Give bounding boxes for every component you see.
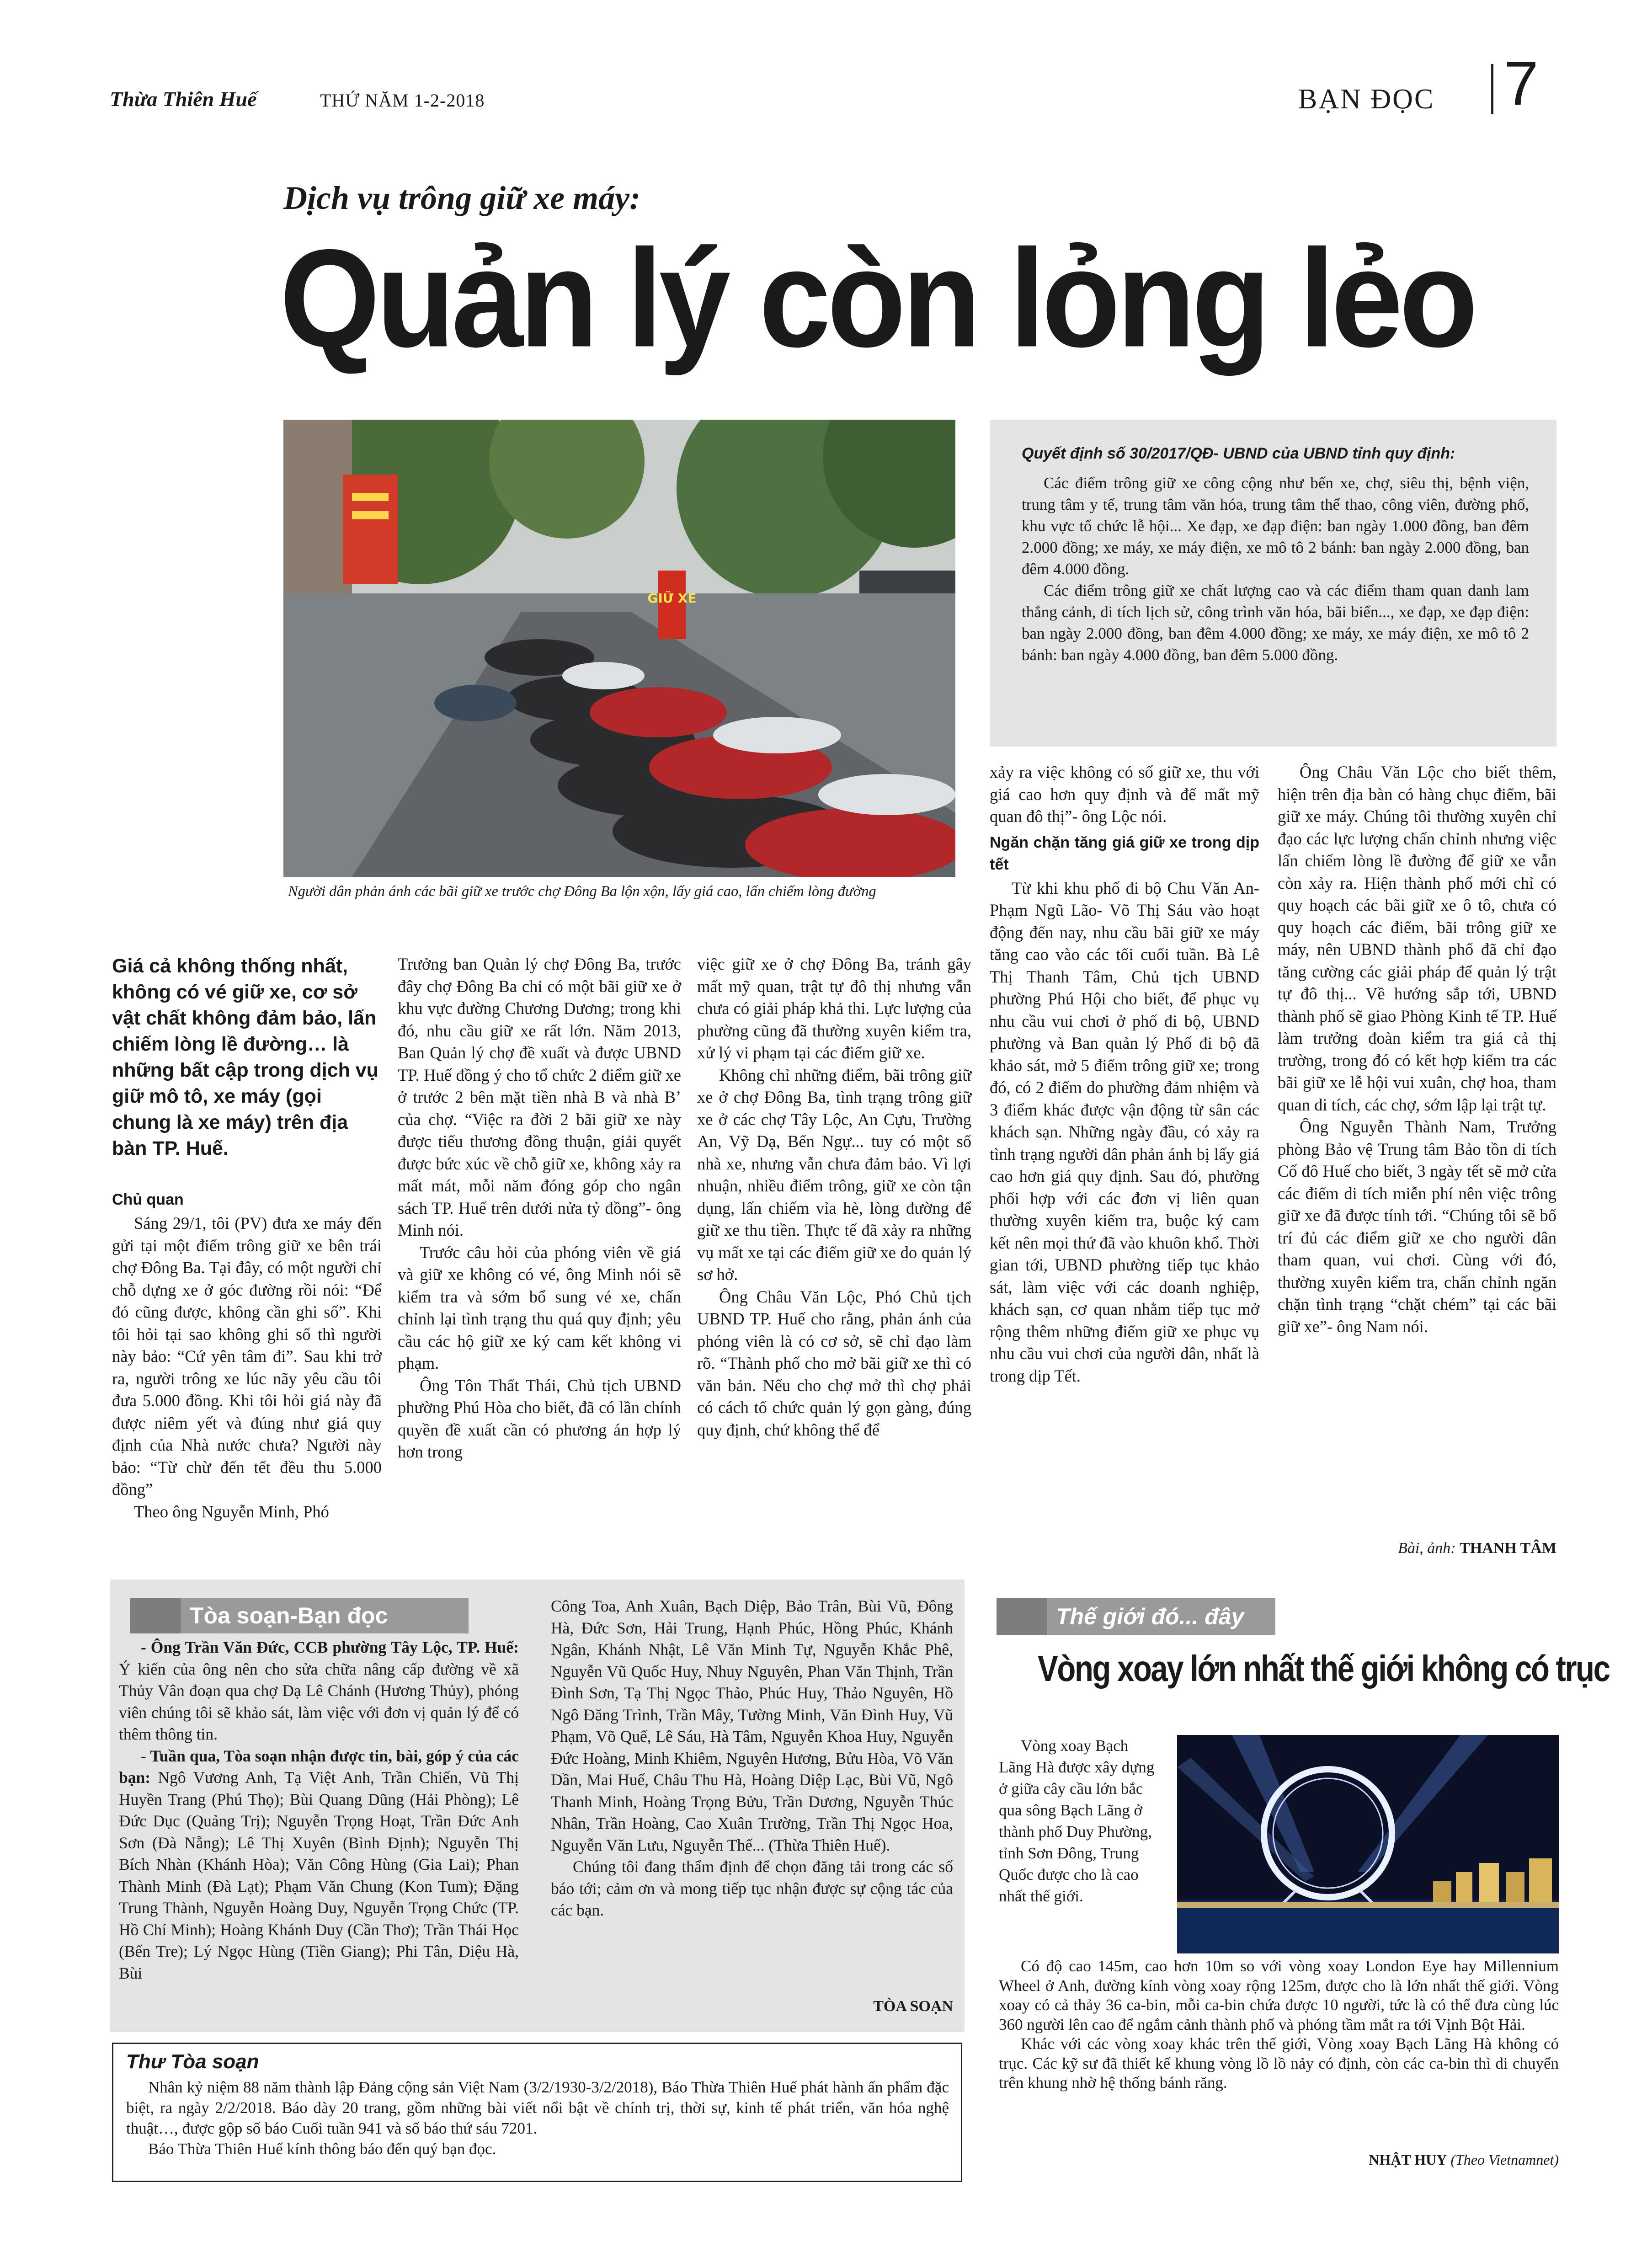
- tag-accent: [997, 1598, 1047, 1635]
- world-tag-label: Thế giới đó... đây: [1056, 1604, 1244, 1629]
- article-column-2: [398, 953, 681, 1463]
- world-column-bottom: [999, 1957, 1559, 2093]
- article-paragraph: xảy ra việc không có số giữ xe, thu với giá cao hơn quy định và để mất mỹ quan đô thị”- ông Lộc nói.: [990, 763, 1259, 826]
- regulation-paragraph: Các điểm trông giữ xe chất lượng cao và các điểm tham quan danh lam thắng cảnh, di tích lịch sử, công trình văn hóa, bãi biển..., xe đạp, xe đạp điện: ban ngày 2.000 đồng, ban đêm 4.000 đồng; xe máy, xe máy điện, xe mô tô 2 bánh: ban ngày 4.000 đồng, ban đêm 5.000 đồng.: [1022, 582, 1529, 664]
- article-headline: Quản lý còn lỏng lẻo: [280, 220, 1475, 376]
- masthead-paper-name: Thừa Thiên Huế: [110, 87, 257, 111]
- toasoan-tag-label: Tòa soạn-Bạn đọc: [190, 1603, 388, 1628]
- masthead-divider: [1491, 64, 1493, 114]
- byline-label: Bài, ảnh:: [1398, 1540, 1456, 1557]
- article-kicker: Dịch vụ trông giữ xe máy:: [283, 180, 641, 216]
- article-paragraph: Ông Châu Văn Lộc, Phó Chủ tịch UBND TP. Huế cho rằng, phản ánh của phóng viên là có cơ sở, sẽ chỉ đạo làm rõ. “Thành phố cho mở bãi giữ xe thì có văn bản. Nếu cho chợ mở thì chợ phải có cách tổ chức quản lý gọn gàng, đúng quy định, chứ không thể để: [697, 1287, 971, 1439]
- world-paragraph: Vòng xoay Bạch Lãng Hà được xây dựng ở giữa cây cầu lớn bắc qua sông Bạch Lãng ở thành phố Duy Phường, tỉnh Sơn Đông, Trung Quốc được cho là cao nhất thế giới.: [999, 1737, 1155, 1905]
- regulation-paragraph: Các điểm trông giữ xe công cộng như bến xe, chợ, siêu thị, bệnh viện, trung tâm y tế, trung tâm văn hóa, trung tâm thể thao, công viên, đường phố, khu vực tổ chức lễ hội... Xe đạp, xe đạp điện: ban ngày 1.000 đồng, ban đêm 2.000 đồng; xe máy, xe máy điện, xe mô tô 2 bánh: ban ngày 2.000 đồng, ban đêm 4.000 đồng.: [1022, 474, 1529, 578]
- world-headline: Vòng xoay lớn nhất thế giới không có trục: [1038, 1648, 1610, 1689]
- article-column-3: [697, 953, 971, 1441]
- world-column-top: [999, 1735, 1163, 1907]
- article-lead: Giá cả không thống nhất, không có vé giữ xe, cơ sở vật chất không đảm bảo, lấn chiếm lòng lề đường… là những bất cập trong dịch vụ giữ mô tô, xe máy (gọi chung là xe máy) trên địa bàn TP. Huế.: [112, 955, 378, 1159]
- toasoan-tag: [130, 1598, 469, 1633]
- regulation-box-title: Quyết định số 30/2017/QĐ- UBND của UBND tỉnh quy định:: [1022, 445, 1455, 462]
- subheading-chu-quan: Chủ quan: [112, 1191, 184, 1208]
- letter-body: [126, 2077, 949, 2159]
- article-paragraph: việc giữ xe ở chợ Đông Ba, tránh gây mất mỹ quan, trật tự đô thị nhưng vẫn chưa có giải pháp khả thi. Lực lượng của phường cũng đã thường xuyên kiểm tra, xử lý vi phạm tại các điểm giữ xe.: [697, 955, 971, 1062]
- article-paragraph: Theo ông Nguyễn Minh, Phó: [134, 1502, 329, 1521]
- ferris-wheel-photo: [1177, 1735, 1559, 1953]
- page-number: 7: [1504, 48, 1539, 118]
- letter-title: Thư Tòa soạn: [126, 2050, 259, 2073]
- byline-name: THANH TÂM: [1460, 1540, 1556, 1557]
- world-sign-source: (Theo Vietnamnet): [1450, 2151, 1559, 2168]
- article-paragraph: Trước câu hỏi của phóng viên về giá và giữ xe không có vé, ông Minh nói sẽ kiểm tra và sớm bổ sung vé xe, chấn chỉnh lại tình trạng thu quá quy định; yêu cầu các hộ giữ xe ký cam kết không vi phạm.: [398, 1243, 681, 1372]
- article-byline: [1353, 1540, 1556, 1557]
- subheading-ngan-chan: Ngăn chặn tăng giá giữ xe trong dịp tết: [990, 833, 1259, 873]
- regulation-box-body: [1022, 472, 1529, 666]
- masthead-date: THỨ NĂM 1-2-2018: [320, 90, 485, 111]
- world-paragraph: Có độ cao 145m, cao hơn 10m so với vòng xoay London Eye hay Millennium Wheel ở Anh, đường kính vòng xoay rộng 125m, được cho là lớn nhất thế giới. Vòng xoay có cả thảy 36 ca-bin, mỗi ca-bin chứa được 10 người, tức là có thể đưa cùng lúc 360 người lên cao để ngắm cảnh thành phố và phóng tầm mắt ra tới Vịnh Bột Hải.: [999, 1957, 1559, 2033]
- world-sign: [1234, 2151, 1559, 2168]
- toasoan-reader-name: - Ông Trần Văn Đức, CCB phường Tây Lộc, TP. Huế:: [141, 1638, 519, 1656]
- letter-box: [112, 2043, 962, 2182]
- article-paragraph: Từ khi khu phố đi bộ Chu Văn An- Phạm Ngũ Lão- Võ Thị Sáu vào hoạt động đến nay, nhu cầu bãi giữ xe máy tăng cao vào các tối cuối tuần. Bà Lê Thị Thanh Tâm, Chủ tịch UBND phường Phú Hội cho biết, để phục vụ nhu cầu vui chơi ở phố đi bộ, UBND phường và Ban quản lý Phố đi bộ đã khảo sát, mở 5 điểm trông giữ xe; trong đó, có 2 điểm do phường đảm nhiệm và 3 điểm khác được vận động từ sân các khách sạn. Những ngày đầu, có xảy ra tình trạng người dân phản ánh bị lấy giá cao hơn giá quy định. Sau đó, phường phối hợp với các đơn vị liên quan thường xuyên kiểm tra, buộc ký cam kết nên mọi thứ đã vào khuôn khổ. Thời gian tới, UBND phường tiếp tục khảo sát, làm việc với các doanh nghiệp, khách sạn, cơ quan nhằm tiếp tục mở rộng thêm những điểm giữ xe phục vụ nhu cầu vui chơi của người dân, nhất là trong dịp Tết.: [990, 878, 1259, 1385]
- article-paragraph: Ông Nguyễn Thành Nam, Trưởng phòng Bảo vệ Trung tâm Bảo tồn di tích Cố đô Huế cho biết, 3 ngày tết sẽ mở cửa các điểm di tích miễn phí nên việc trông giữ xe đã được tính tới. “Chúng tôi sẽ bố trí đủ các điểm giữ xe cho người dân tham quan, vui chơi. Cùng với đó, thường xuyên kiểm tra, chấn chỉnh ngăn chặn tình trạng “chặt chém” tại các bãi giữ xe”- ông Nam nói.: [1278, 1117, 1556, 1336]
- toasoan-box: [110, 1580, 965, 2032]
- toasoan-reply: Ý kiến của ông nên cho sửa chữa nâng cấp đường về xã Thủy Vân đoạn qua chợ Dạ Lê Chánh (Hương Thủy), phóng viên chúng tôi sẽ khảo sát, làm việc với đơn vị quản lý để có thêm thông tin.: [119, 1660, 519, 1743]
- toasoan-contrib-list-cont: Công Toa, Anh Xuân, Bạch Diệp, Bảo Trân, Bùi Vũ, Đông Hà, Đức Sơn, Hải Trung, Hạnh Phúc, Hồng Phúc, Khánh Ngân, Khánh Nhật, Lê Văn Minh Tự, Nguyễn Khắc Phê, Nguyễn Vũ Quốc Huy, Nhuy Nguyên, Phan Văn Thịnh, Trần Đình Sơn, Tạ Thị Ngọc Thảo, Phúc Huy, Thảo Nguyên, Hồ Ngô Đăng Trình, Trần Mây, Tường Minh, Văn Đình Huy, Vũ Phạm, Võ Quế, Lê Sáu, Hà Tâm, Nguyễn Khoa Huy, Nguyễn Đức Hoàng, Minh Khiêm, Nguyên Hương, Bửu Hòa, Võ Văn Dần, Mai Huế, Châu Thu Hà, Hoàng Diệp Lạc, Bùi Vũ, Ngô Thanh Minh, Hoàng Trọng Bửu, Trần Dương, Nguyễn Thúc Nhân, Trần Hoàng, Cao Xuân Trường, Trần Thị Ngọc Hoa, Nguyễn Văn Lưu, Nguyễn Thế... (Thừa Thiên Huế).: [551, 1597, 953, 1854]
- article-column-4: [990, 761, 1259, 1387]
- world-sign-name: NHẬT HUY: [1369, 2151, 1447, 2168]
- toasoan-note: Chúng tôi đang thẩm định để chọn đăng tải trong các số báo tới; cảm ơn và mong tiếp tục nhận được sự cộng tác của các bạn.: [551, 1857, 953, 1919]
- toasoan-sign: TÒA SOẠN: [873, 1998, 953, 2015]
- regulation-box: [990, 420, 1556, 747]
- article-paragraph: Trưởng ban Quản lý chợ Đông Ba, trước đây chợ Đông Ba chỉ có một bãi giữ xe ở khu vực đường Chương Dương; trong khi đó, nhu cầu giữ xe rất lớn. Năm 2013, Ban Quản lý chợ đề xuất và được UBND TP. Huế đồng ý cho tổ chức 2 điểm giữ xe ở trước 2 bên mặt tiền nhà B và nhà B’ của chợ. “Việc ra đời 2 bãi giữ xe này được tiểu thương đồng thuận, giải quyết được bức xúc về chỗ giữ xe, không xảy ra mất mát, mỗi năm đóng góp cho ngân sách TP. Huế trên dưới nửa tỷ đồng”- ông Minh nói.: [398, 955, 681, 1239]
- toasoan-contrib-list: Ngô Vương Anh, Tạ Việt Anh, Trần Chiến, Vũ Thị Huyền Trang (Phú Thọ); Bùi Quang Dũng (Hải Phòng); Lê Đức Dục (Quảng Trị); Nguyễn Trọng Hoạt, Trần Đức Anh Sơn (Đà Nẵng); Lê Thị Xuyên (Bình Định); Nguyễn Thị Bích Nhàn (Khánh Hòa); Văn Công Hùng (Gia Lai); Phan Thành Minh (Đà Lạt); Phạm Văn Chung (Kon Tum); Đặng Trung Thành, Nguyễn Hoàng Duy, Nguyễn Trọng Chức (TP. Hồ Chí Minh); Hoàng Khánh Duy (Cần Thơ); Trần Thái Học (Bến Tre); Lý Ngọc Hùng (Tiền Giang); Phi Tân, Diệu Hà, Bùi: [119, 1768, 519, 1982]
- photo-caption: Người dân phản ánh các bãi giữ xe trước chợ Đông Ba lộn xộn, lấy giá cao, lấn chiếm lòng đường: [288, 883, 876, 900]
- world-tag: [997, 1598, 1275, 1635]
- world-paragraph: Khác với các vòng xoay khác trên thế giới, Vòng xoay Bạch Lãng Hà không có trục. Các kỹ sư đã thiết kế khung vòng lồ lồ nảy có định, còn các ca-bin thì di chuyển trên khung nhờ hệ thống bánh răng.: [999, 2035, 1559, 2092]
- letter-paragraph: Báo Thừa Thiên Huế kính thông báo đến quý bạn đọc.: [148, 2140, 496, 2158]
- article-paragraph: Sáng 29/1, tôi (PV) đưa xe máy đến gửi tại một điểm trông giữ xe bên trái chợ Đông Ba. Tại đây, có một người chỉ chỗ dựng xe ở góc đường rồi nói: “Để đó cũng được, không cần ghi số”. Khi tôi hỏi tại sao không ghi số thì người này bảo: “Cứ yên tâm đi”. Sau khi trở ra, người trông xe lúc nãy yêu cầu tôi đưa 5.000 đồng. Khi tôi hỏi giá này đã được niêm yết và đúng như giá quy định của Nhà nước chưa? Người này bảo: “Từ chừ đến tết đều thu 5.000 đồng”: [112, 1214, 382, 1499]
- article-photo: [283, 420, 955, 877]
- toasoan-column-1: [119, 1637, 519, 1984]
- toasoan-column-2: [551, 1596, 953, 1921]
- letter-paragraph: Nhân kỷ niệm 88 năm thành lập Đảng cộng sản Việt Nam (3/2/1930-3/2/2018), Báo Thừa Thiên Huế phát hành ấn phẩm đặc biệt, ra ngày 2/2/2018. Báo dày 20 trang, gồm những bài viết nổi bật về chính trị, thời sự, kinh tế phát triển, văn hóa nghệ thuật…, được gộp số báo Cuối tuần 941 và số báo thứ sáu 7201.: [126, 2078, 949, 2137]
- article-paragraph: Không chỉ những điểm, bãi trông giữ xe ở chợ Đông Ba, tình trạng trông giữ xe ở các chợ Tây Lộc, An Cựu, Trường An, Vỹ Dạ, Bến Ngự... tuy có một số nhà xe, nhưng vẫn chưa đảm bảo. Vì lợi nhuận, nhiều điểm trông, giữ xe còn tận dụng, lấn chiếm vỉa hè, lòng đường để giữ xe thu tiền. Thực tế đã xảy ra những vụ mất xe tại các điểm giữ xe do quản lý sơ hở.: [697, 1065, 971, 1284]
- toasoan-contrib-heading: - Tuần qua, Tòa soạn nhận được tin, bài, góp ý của các bạn:: [119, 1746, 519, 1787]
- photo-sign: GIỮ XE: [647, 591, 697, 606]
- tag-accent: [130, 1598, 181, 1633]
- article-column-1: [112, 1189, 382, 1523]
- section-title: BẠN ĐỌC: [1298, 84, 1435, 115]
- article-column-5: [1278, 761, 1556, 1338]
- article-paragraph: Ông Tôn Thất Thái, Chủ tịch UBND phường Phú Hòa cho biết, đã có lần chính quyền đề xuất cần có phương án hợp lý hơn trong: [398, 1376, 681, 1461]
- article-paragraph: Ông Châu Văn Lộc cho biết thêm, hiện trên địa bàn có hàng chục điểm, bãi giữ xe máy. Chúng tôi thường xuyên chỉ đạo các lực lượng chấn chỉnh nhưng việc lấn chiếm lòng lề đường để giữ xe vẫn còn xảy ra. Hiện thành phố mới chỉ có quy hoạch các bãi giữ xe ô tô, chưa có quy hoạch các điểm, bãi trông giữ xe máy, nên UBND thành phố đã chỉ đạo tăng cường các giải pháp để quản lý trật tự đô thị... Về hướng sắp tới, UBND thành phố sẽ giao Phòng Kinh tế TP. Huế làm trưởng đoàn kiểm tra giá cả thị trường, trong đó có kết hợp kiểm tra các bãi giữ xe lễ hội vui xuân, chợ hoa, tham quan di tích, các chợ, sớm lập lại trật tự.: [1278, 763, 1556, 1114]
